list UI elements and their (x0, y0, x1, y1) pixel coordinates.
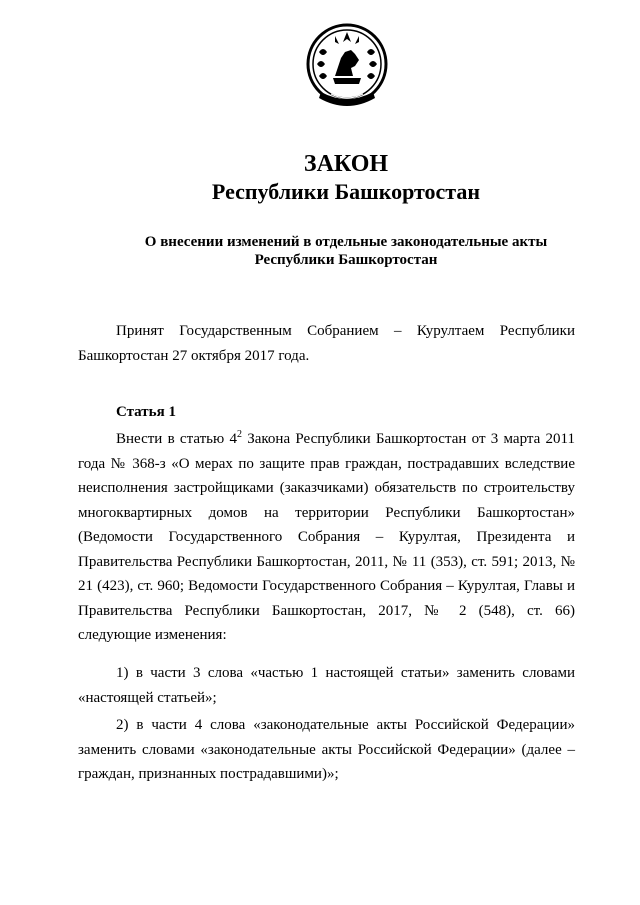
article-intro-start: Внести в статью 4 (116, 431, 237, 447)
article-intro-rest: Закона Республики Башкортостан от 3 марта 2011 года № 368-з «О мерах по защите прав граждан, пострадавших вследствие неисполнения застройщиками (заказчиками) обязательств по строительству многоквартирных домов на территории Республики Башкортостан» (Ведомости Государственного Собрания – Курултая, Президента и Правительства Республики Башкортостан, 2011, № 11 (353), ст. 591; 2013, № 21 (423), ст. 960; Ведомости Государственного Собрания – Курултая, Главы и Правительства Республики Башкортостан, 2017, № 2 (548), ст. 66) следующие изменения: (78, 431, 576, 643)
article-intro-superscript: 2 (236, 429, 242, 440)
coat-of-arms-emblem (305, 22, 389, 118)
adoption-statement: Принят Государственным Собранием – Курултаем Республики Башкортостан 27 октября 2017 года. (78, 323, 575, 364)
amendment-item-2: 2) в части 4 слова «законодательные акты Российской Федерации» заменить словами «законодательные акты Российской Федерации» (далее – граждан, признанных пострадавшими)»; (78, 717, 575, 782)
law-subject-line-1: О внесении изменений в отдельные законодательные акты (144, 234, 548, 250)
article-heading: Статья 1 (116, 404, 176, 420)
document-subtitle: Республики Башкортостан (211, 179, 481, 204)
amendment-item-1: 1) в части 3 слова «частью 1 настоящей статьи» заменить словами «настоящей статьей»; (78, 665, 575, 706)
law-subject-line-2: Республики Башкортостан (254, 252, 438, 268)
document-title: ЗАКОН (303, 151, 389, 177)
article-intro-paragraph (78, 427, 575, 648)
